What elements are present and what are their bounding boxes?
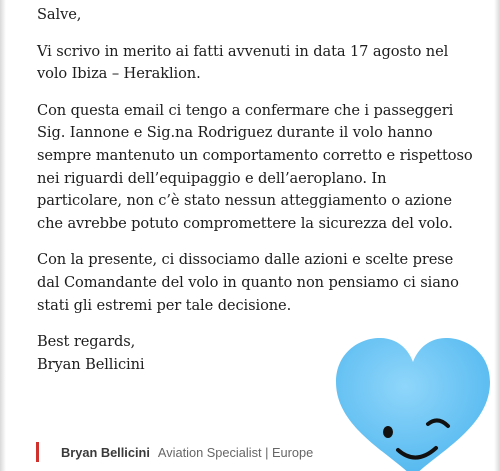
winking-heart-icon: [328, 332, 498, 471]
signature-accent-bar: [36, 442, 39, 462]
email-paragraph-2: [37, 100, 477, 236]
paragraph-line: particolare, non c’è stato nessun atteggiamento o azione: [37, 192, 452, 210]
heart-shape: [336, 338, 490, 471]
paragraph-line: dal Comandante del volo in quanto non pensiamo ci siano: [37, 273, 459, 291]
paragraph-line: sempre mantenuto un comportamento corretto e rispettoso: [37, 146, 473, 164]
paragraph-line: stati gli estremi per tale decisione.: [37, 296, 292, 314]
paragraph-line: Vi scrivo in merito ai fatti avvenuti in data 17 agosto nel: [37, 42, 449, 60]
email-paragraph-1: [37, 41, 477, 86]
left-edge-shadow: [0, 0, 6, 471]
signature-role: Aviation Specialist | Europe: [157, 444, 314, 460]
paragraph-line: Con questa email ci tengo a confermare che i passeggeri: [37, 101, 454, 119]
heart-eye-left: [383, 426, 393, 438]
email-paragraph-3: [37, 249, 477, 317]
paragraph-line: nei riguardi dell’equipaggio e dell’aeroplano. In: [37, 169, 387, 187]
email-closing-name: Bryan Bellicini: [37, 355, 145, 373]
email-signature: [36, 440, 313, 464]
paragraph-line: Con la presente, ci dissociamo dalle azioni e scelte prese: [37, 251, 454, 269]
paragraph-line: che avrebbe potuto compromettere la sicurezza del volo.: [37, 214, 453, 232]
email-greeting: Salve,: [37, 6, 82, 23]
email-closing: Best regards, Bryan Bellicini: [37, 331, 477, 376]
paragraph-line: Sig. Iannone e Sig.na Rodriguez durante il volo hanno: [37, 124, 433, 142]
signature-name: Bryan Bellicini: [61, 444, 150, 460]
paragraph-line: volo Ibiza – Heraklion.: [37, 65, 201, 83]
